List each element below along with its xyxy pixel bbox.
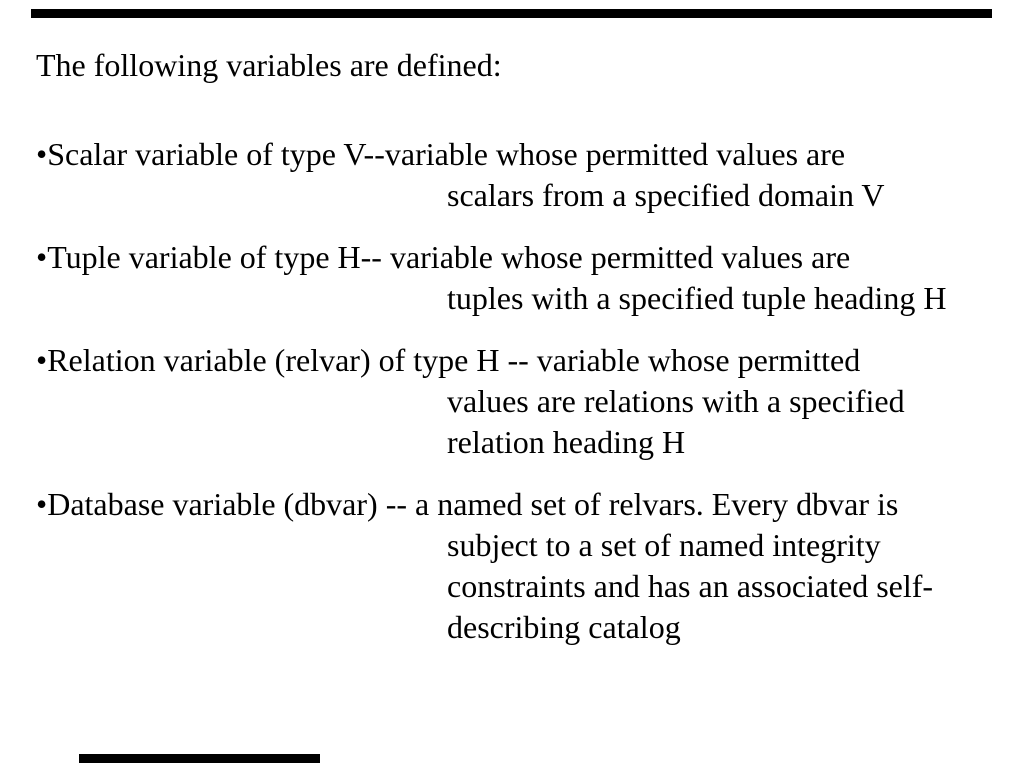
bullet-text: Relation variable (relvar) of type H -- variable whose permitted [47,342,861,378]
bullet-item [36,340,996,463]
bottom-border-bar [79,754,320,763]
bullet-item [36,134,996,216]
bullet-line [36,484,996,525]
bullet-marker: • [36,342,48,378]
bullet-line: values are relations with a specified [447,383,905,419]
bullet-list [36,134,996,648]
bullet-line: relation heading H [447,424,686,460]
bullet-line [36,340,996,381]
bullet-marker: • [36,136,48,172]
bullet-line: tuples with a specified tuple heading H [447,280,947,316]
slide-content [36,45,996,648]
bullet-text: Scalar variable of type V--variable whose permitted values are [47,136,846,172]
bullet-line: describing catalog [447,609,681,645]
bullet-item [36,484,996,648]
bullet-marker: • [36,486,48,522]
bullet-line [36,134,996,175]
top-border-bar [31,9,992,18]
bullet-line: scalars from a specified domain V [447,177,885,213]
bullet-item [36,237,996,319]
bullet-text: Tuple variable of type H-- variable whose permitted values are [47,239,851,275]
bullet-text: Database variable (dbvar) -- a named set of relvars. Every dbvar is [47,486,899,522]
bullet-line: subject to a set of named integrity [447,527,881,563]
page-title: The following variables are defined: [36,47,502,83]
bullet-line [36,237,996,278]
bullet-line: constraints and has an associated self- [447,568,934,604]
bullet-marker: • [36,239,48,275]
